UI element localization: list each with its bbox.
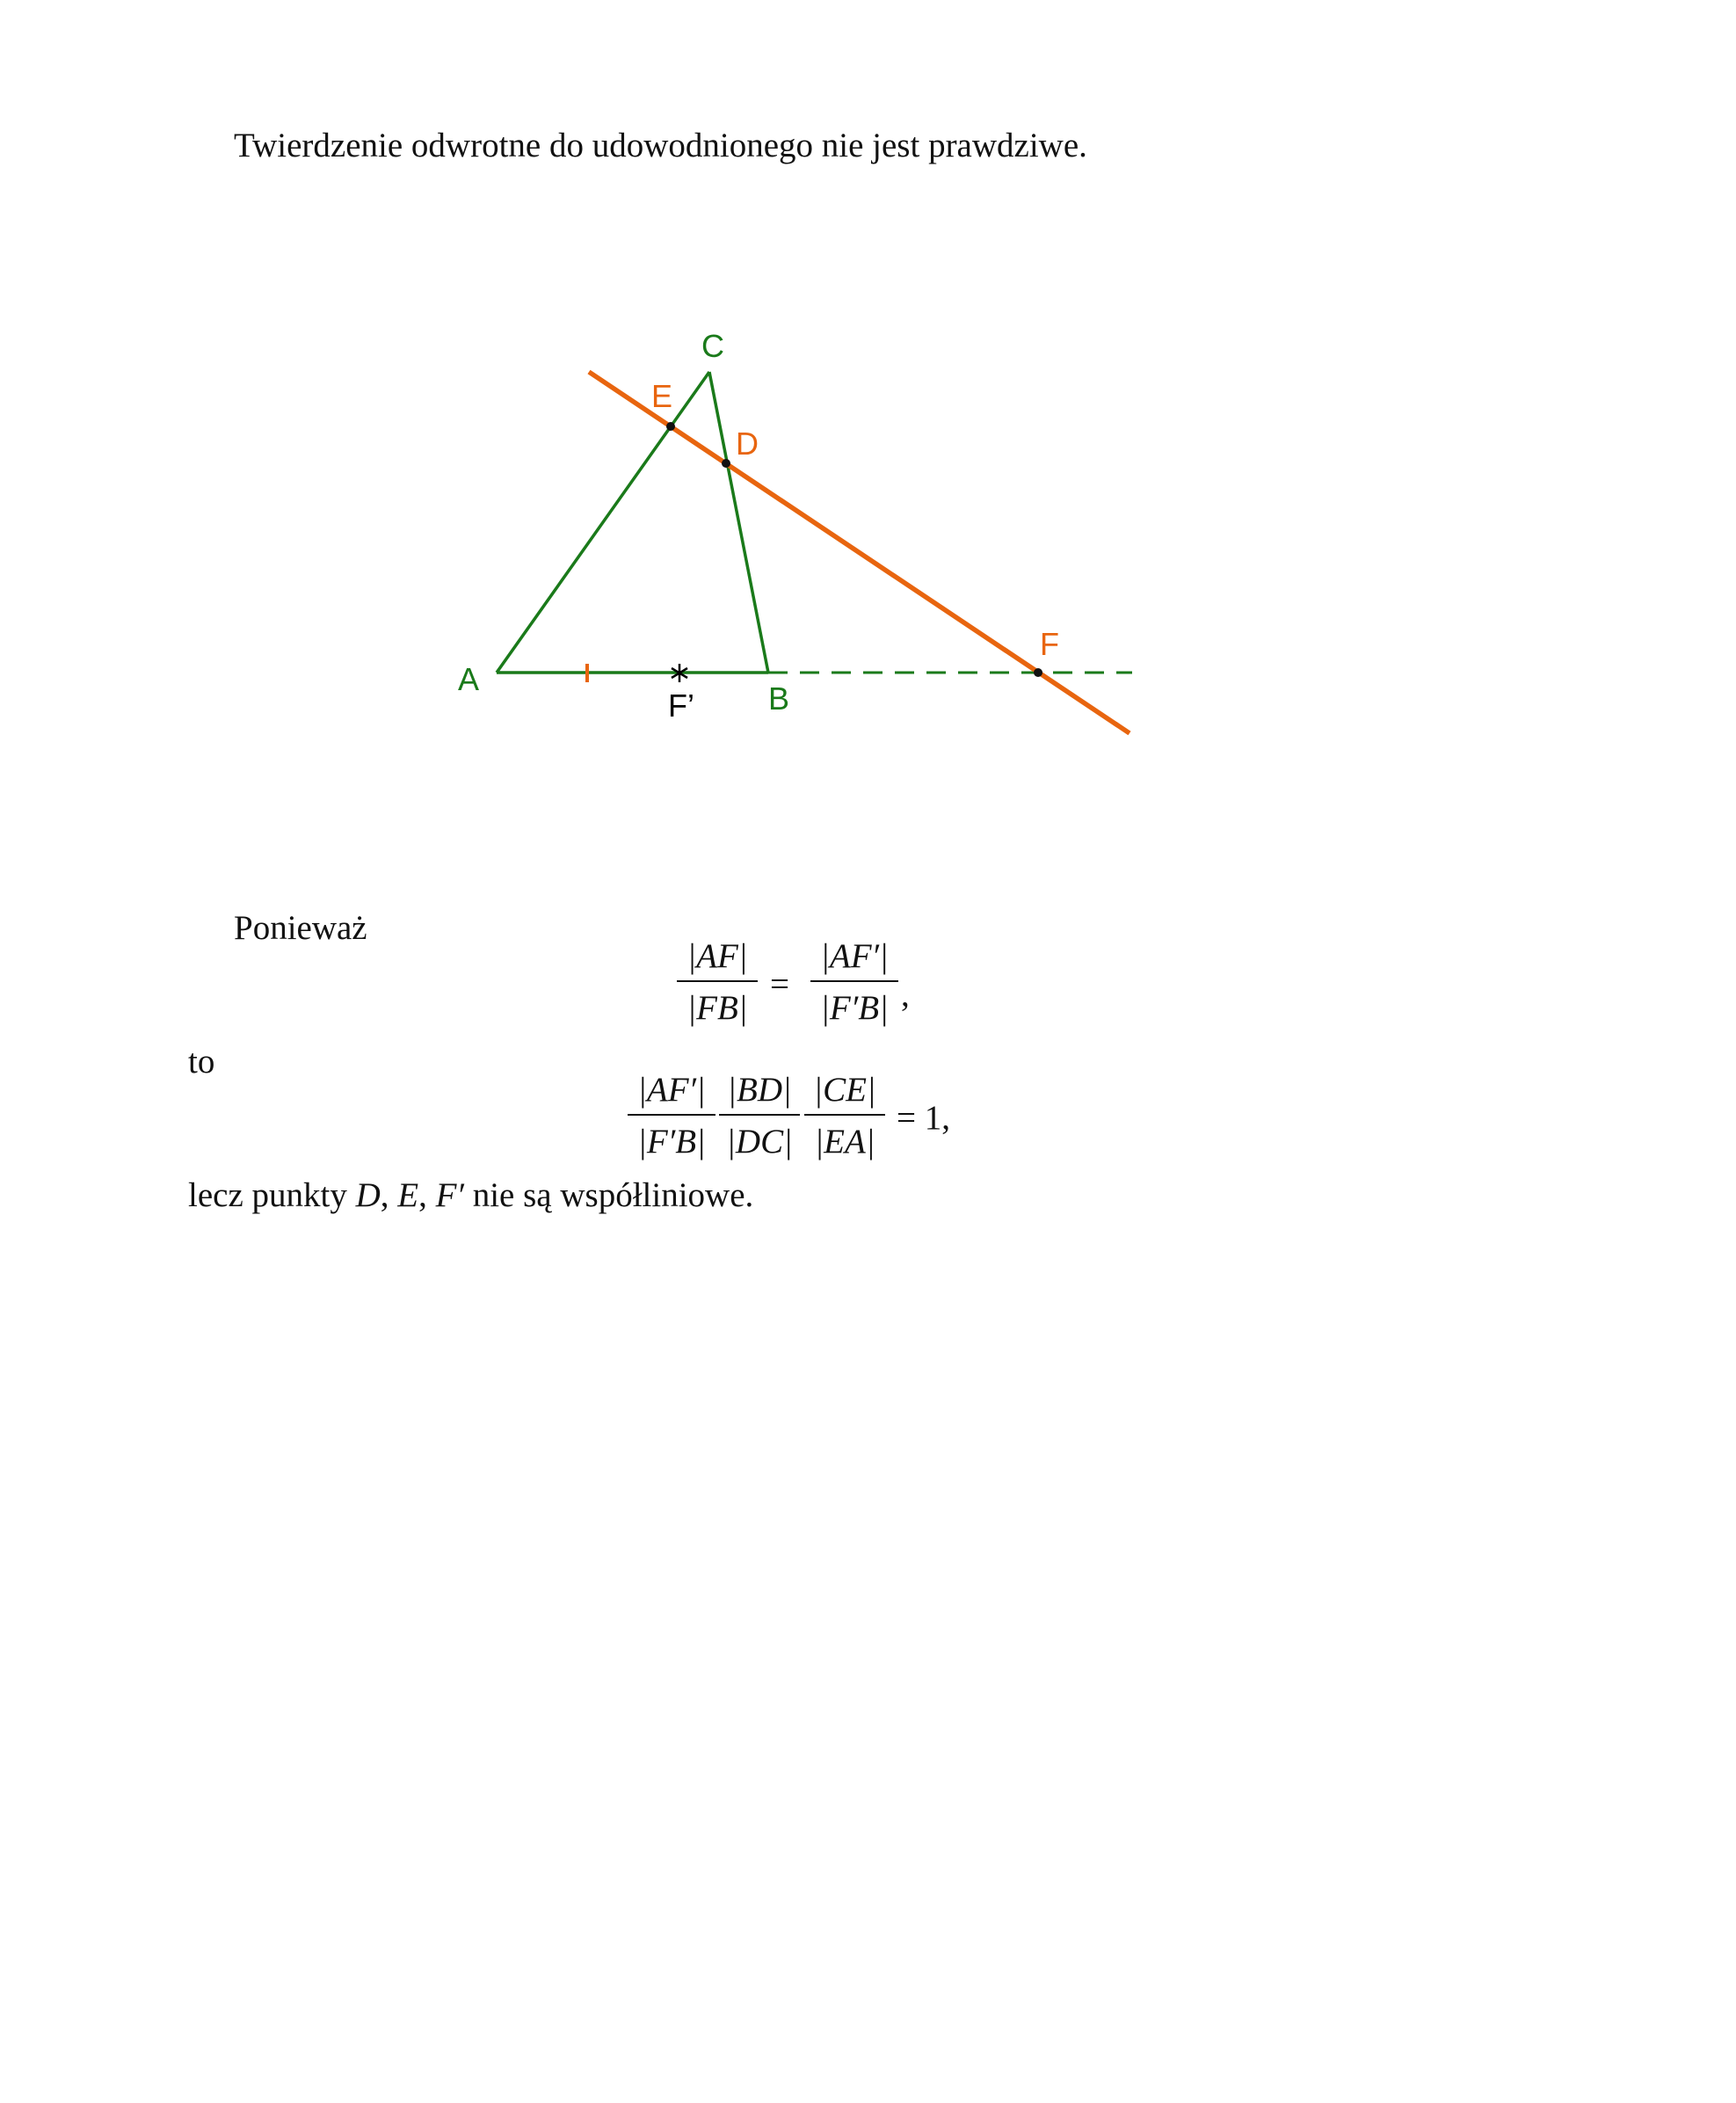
eq1-fraction-right: [810, 939, 898, 1025]
point-f: [1034, 668, 1042, 677]
eq1-fraction-left: [677, 939, 758, 1025]
eq2-f2-den: |DC|: [726, 1123, 793, 1161]
label-e: E: [651, 378, 673, 414]
conclusion-text: [188, 1178, 753, 1212]
label-a: A: [458, 661, 480, 697]
separator: ,: [380, 1176, 398, 1214]
eq2-f2-num: |BD|: [727, 1071, 792, 1109]
eq2-f1-num: |AF′|: [637, 1071, 706, 1109]
point-e: [666, 422, 675, 431]
point-symbol-e: E: [397, 1176, 419, 1214]
eq2-fraction-1: [628, 1073, 715, 1159]
label-f: F: [1040, 626, 1059, 662]
eq2-rhs: = 1,: [897, 1099, 950, 1137]
eq1-num-left: |AF|: [686, 937, 748, 975]
eq1-equals: =: [770, 965, 789, 1003]
eq1-den-right: |F′B|: [820, 989, 889, 1027]
label-d: D: [736, 426, 759, 462]
eq2-fraction-2: [719, 1073, 800, 1159]
eq1-trailing-comma: ,: [901, 976, 910, 1014]
point-symbol-fprime: F′: [435, 1176, 464, 1214]
eq2-f3-num: |CE|: [813, 1071, 876, 1109]
paragraph-label-to: to: [188, 1043, 215, 1081]
label-c: C: [701, 328, 724, 364]
eq2-fraction-3: [804, 1073, 885, 1159]
paragraph-label-poniewaz: Ponieważ: [234, 909, 367, 947]
eq2-f3-den: |EA|: [814, 1123, 875, 1161]
intro-text: Twierdzenie odwrotne do udowodnionego nie jest prawdziwe.: [234, 127, 1087, 164]
side-bc: [709, 372, 768, 673]
eq1-num-right: |AF′|: [820, 937, 889, 975]
side-ac: [497, 372, 709, 673]
point-d: [722, 459, 730, 468]
separator: ,: [418, 1176, 436, 1214]
label-fprime: F’: [668, 688, 694, 724]
conclusion-start: lecz punkty: [188, 1176, 356, 1214]
conclusion-end: nie są współliniowe.: [463, 1176, 754, 1214]
triangle-figure: [0, 0, 1736, 879]
label-b: B: [768, 680, 790, 717]
point-symbol-d: D: [355, 1176, 381, 1214]
eq1-den-left: |FB|: [686, 989, 748, 1027]
eq2-f1-den: |F′B|: [637, 1123, 706, 1161]
